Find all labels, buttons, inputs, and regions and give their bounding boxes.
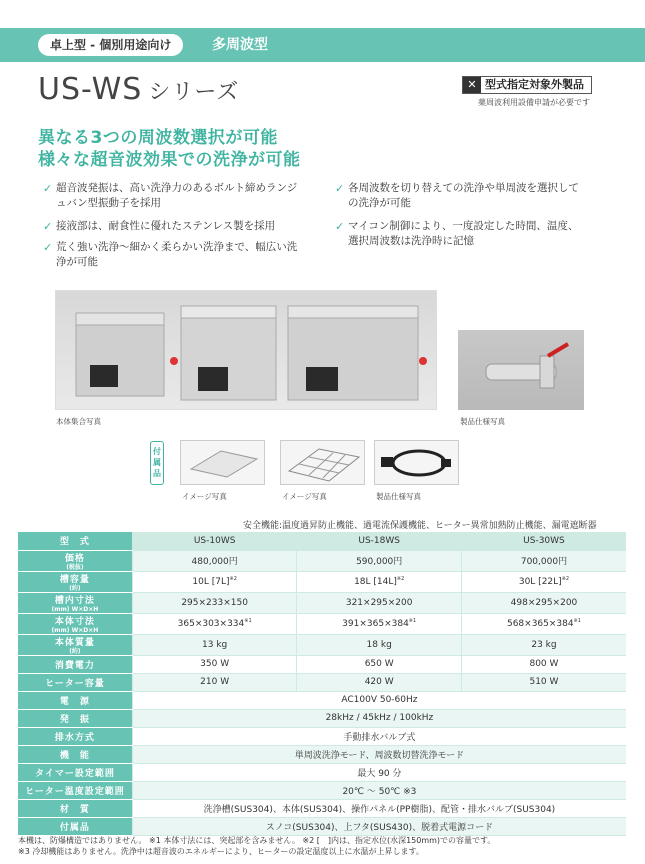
check-icon: ✓	[43, 220, 53, 233]
row-label-text: ヒーター容量	[45, 678, 105, 689]
row-label	[18, 571, 132, 592]
row-label	[18, 673, 132, 691]
header-label: 型 式	[18, 532, 132, 550]
row-label: 材 質	[18, 799, 132, 817]
row-label	[18, 592, 132, 613]
feature-item: ✓ マイコン制御により、一度設定した時間、温度、選択周波数は洗浄時に記憶	[335, 220, 579, 247]
row-label-sub: (mm) W×D×H	[51, 626, 99, 634]
table-cell: 30L $[22L]^{※2}$	[461, 571, 626, 592]
footnote-1: 本機は、防爆構造ではありません。 ※1 本体寸法には、突起部を含みません。 ※2 [ ]内は、指定水位(水深150mm)での容量です。	[18, 836, 496, 845]
table-row	[18, 655, 626, 673]
row-label-text: 本体質量	[54, 637, 95, 648]
table-cell-shared: 20℃ ～ 50℃ ※3	[132, 781, 626, 799]
feature-item: ✓ 各周波数を切り替えての洗浄や単周波を選択しての洗浄が可能	[335, 182, 579, 209]
table-cell-shared: 洗浄槽(SUS304)、本体(SUS304)、操作パネル(PP樹脂)、配管・排水バルブ(SUS304)	[132, 799, 626, 817]
lead-line-1: 異なる3つの周波数選択が可能	[38, 128, 278, 148]
cell-note: ※2	[561, 576, 570, 582]
row-label-text: 槽内寸法	[54, 595, 95, 606]
row-label: ヒーター温度設定範囲	[18, 781, 132, 799]
feature-item: ✓ 荒く強い洗浄～細かく柔らかい洗浄まで、幅広い洗浄が可能	[43, 241, 298, 268]
check-icon: ✓	[335, 220, 345, 233]
table-cell-shared: 最大 90 分	[132, 763, 626, 781]
table-row	[18, 709, 626, 727]
lid-photo	[180, 440, 265, 485]
table-cell: 350 W	[132, 655, 297, 673]
cell-note: ※1	[573, 618, 581, 624]
table-row	[18, 592, 626, 613]
table-cell: 321×295×200	[297, 592, 462, 613]
cell-note: ※2	[229, 576, 237, 582]
model-col-1: US-10WS	[132, 532, 297, 550]
check-icon: ✓	[43, 182, 53, 195]
page-title	[38, 72, 239, 107]
table-cell-shared: 28kHz / 45kHz / 100kHz	[132, 709, 626, 727]
product-group-photo	[55, 290, 437, 410]
row-label-sub: (税抜)	[66, 563, 84, 571]
row-label	[18, 655, 132, 673]
row-label: 機 能	[18, 745, 132, 763]
feature-item: ✓ 超音波発振は、高い洗浄力のあるボルト締めランジュバン型振動子を採用	[43, 182, 298, 209]
table-row	[18, 745, 626, 763]
table-cell: 18L $[14L]^{※2}$	[297, 571, 462, 592]
table-cell: 10L $[7L]^{※2}$	[132, 571, 297, 592]
model-name: US-WS	[38, 72, 143, 107]
row-label-text: 槽容量	[59, 574, 90, 585]
photo-caption-side: 製品仕様写真	[460, 417, 505, 426]
table-cell: 650 W	[297, 655, 462, 673]
cell-note: ※1	[244, 618, 252, 624]
badge-note: 薬周波利用設備申請が必要です	[478, 98, 590, 107]
accessory-caption-3: 製品仕様写真	[376, 492, 421, 501]
safety-features: 安全機能:温度過昇防止機能、過電流保護機能、ヒーター異常加熱防止機能、漏電遮断器	[243, 521, 597, 531]
table-cell-shared: AC100V 50-60Hz	[132, 691, 626, 709]
table-row	[18, 727, 626, 745]
table-row	[18, 817, 626, 835]
table-cell: 23 kg	[461, 634, 626, 655]
table-cell: 498×295×200	[461, 592, 626, 613]
row-label-sub: (mm) W×D×H	[51, 605, 99, 613]
table-cell-shared: 手動排水バルブ式	[132, 727, 626, 745]
row-label-sub: (約)	[69, 584, 81, 592]
table-cell: 590,000円	[297, 550, 462, 571]
model-col-3: US-30WS	[461, 532, 626, 550]
feature-item: ✓ 接液部は、耐食性に優れたステンレス製を採用	[43, 220, 276, 233]
table-row	[18, 781, 626, 799]
series-label: シリーズ	[148, 80, 240, 105]
row-label: タイマー設定範囲	[18, 763, 132, 781]
table-row	[18, 799, 626, 817]
badge-label: 型式指定対象外製品	[485, 78, 584, 91]
cell-note: ※2	[396, 576, 405, 582]
exemption-badge	[462, 76, 592, 94]
spec-table	[18, 532, 626, 836]
row-label	[18, 613, 132, 634]
table-cell-shared: 単周波洗浄モード、周波数切替洗浄モード	[132, 745, 626, 763]
row-label	[18, 550, 132, 571]
accessory-caption-2: イメージ写真	[282, 492, 327, 501]
category-label: 卓上型 - 個別用途向け	[38, 34, 183, 56]
table-row	[18, 613, 626, 634]
row-label	[18, 634, 132, 655]
accessories-label: 付属品	[150, 441, 164, 485]
table-cell: 13 kg	[132, 634, 297, 655]
table-row	[18, 634, 626, 655]
table-cell: 800 W	[461, 655, 626, 673]
accessory-caption-1: イメージ写真	[182, 492, 227, 501]
check-icon: ✓	[335, 182, 345, 195]
check-icon: ✓	[43, 241, 53, 254]
table-cell: 210 W	[132, 673, 297, 691]
row-label-sub: (約)	[69, 647, 81, 655]
table-row	[18, 571, 626, 592]
rack-photo	[280, 440, 365, 485]
power-cord-photo	[374, 440, 459, 485]
table-cell: $568\times 365\times 384^{※1}$	[461, 613, 626, 634]
table-row	[18, 550, 626, 571]
model-col-2: US-18WS	[297, 532, 462, 550]
cell-note: ※1	[408, 618, 417, 624]
table-cell: 18 kg	[297, 634, 462, 655]
row-label-text: 本体寸法	[54, 616, 95, 627]
row-label: 電 源	[18, 691, 132, 709]
table-cell: 420 W	[297, 673, 462, 691]
row-label-text: 価格	[64, 553, 85, 564]
table-cell: $365\times 303\times 334^{※1}$	[132, 613, 297, 634]
table-cell: 510 W	[461, 673, 626, 691]
table-row	[18, 673, 626, 691]
footnote-2: ※3 冷却機能はありません。洗浄中は超音波のエネルギーにより、ヒーターの設定温度以上に水温が上昇します。	[18, 847, 424, 856]
cross-icon: ✕	[463, 77, 481, 93]
lead-line-2: 様々な超音波効果での洗浄が可能	[38, 150, 301, 170]
row-label: 発 振	[18, 709, 132, 727]
table-row	[18, 763, 626, 781]
table-cell: 700,000円	[461, 550, 626, 571]
row-label: 付属品	[18, 817, 132, 835]
table-cell: 480,000円	[132, 550, 297, 571]
table-cell: $391\times 365\times 384^{※1}$	[297, 613, 462, 634]
photo-caption-main: 本体集合写真	[56, 417, 101, 426]
table-cell: 295×233×150	[132, 592, 297, 613]
transducer-photo	[458, 330, 584, 410]
type-tag: 多周波型	[212, 37, 268, 53]
table-cell-shared: スノコ(SUS304)、上フタ(SUS430)、脱着式電源コード	[132, 817, 626, 835]
row-label-text: 消費電力	[54, 660, 95, 671]
table-row	[18, 532, 626, 550]
row-label: 排水方式	[18, 727, 132, 745]
table-row	[18, 691, 626, 709]
